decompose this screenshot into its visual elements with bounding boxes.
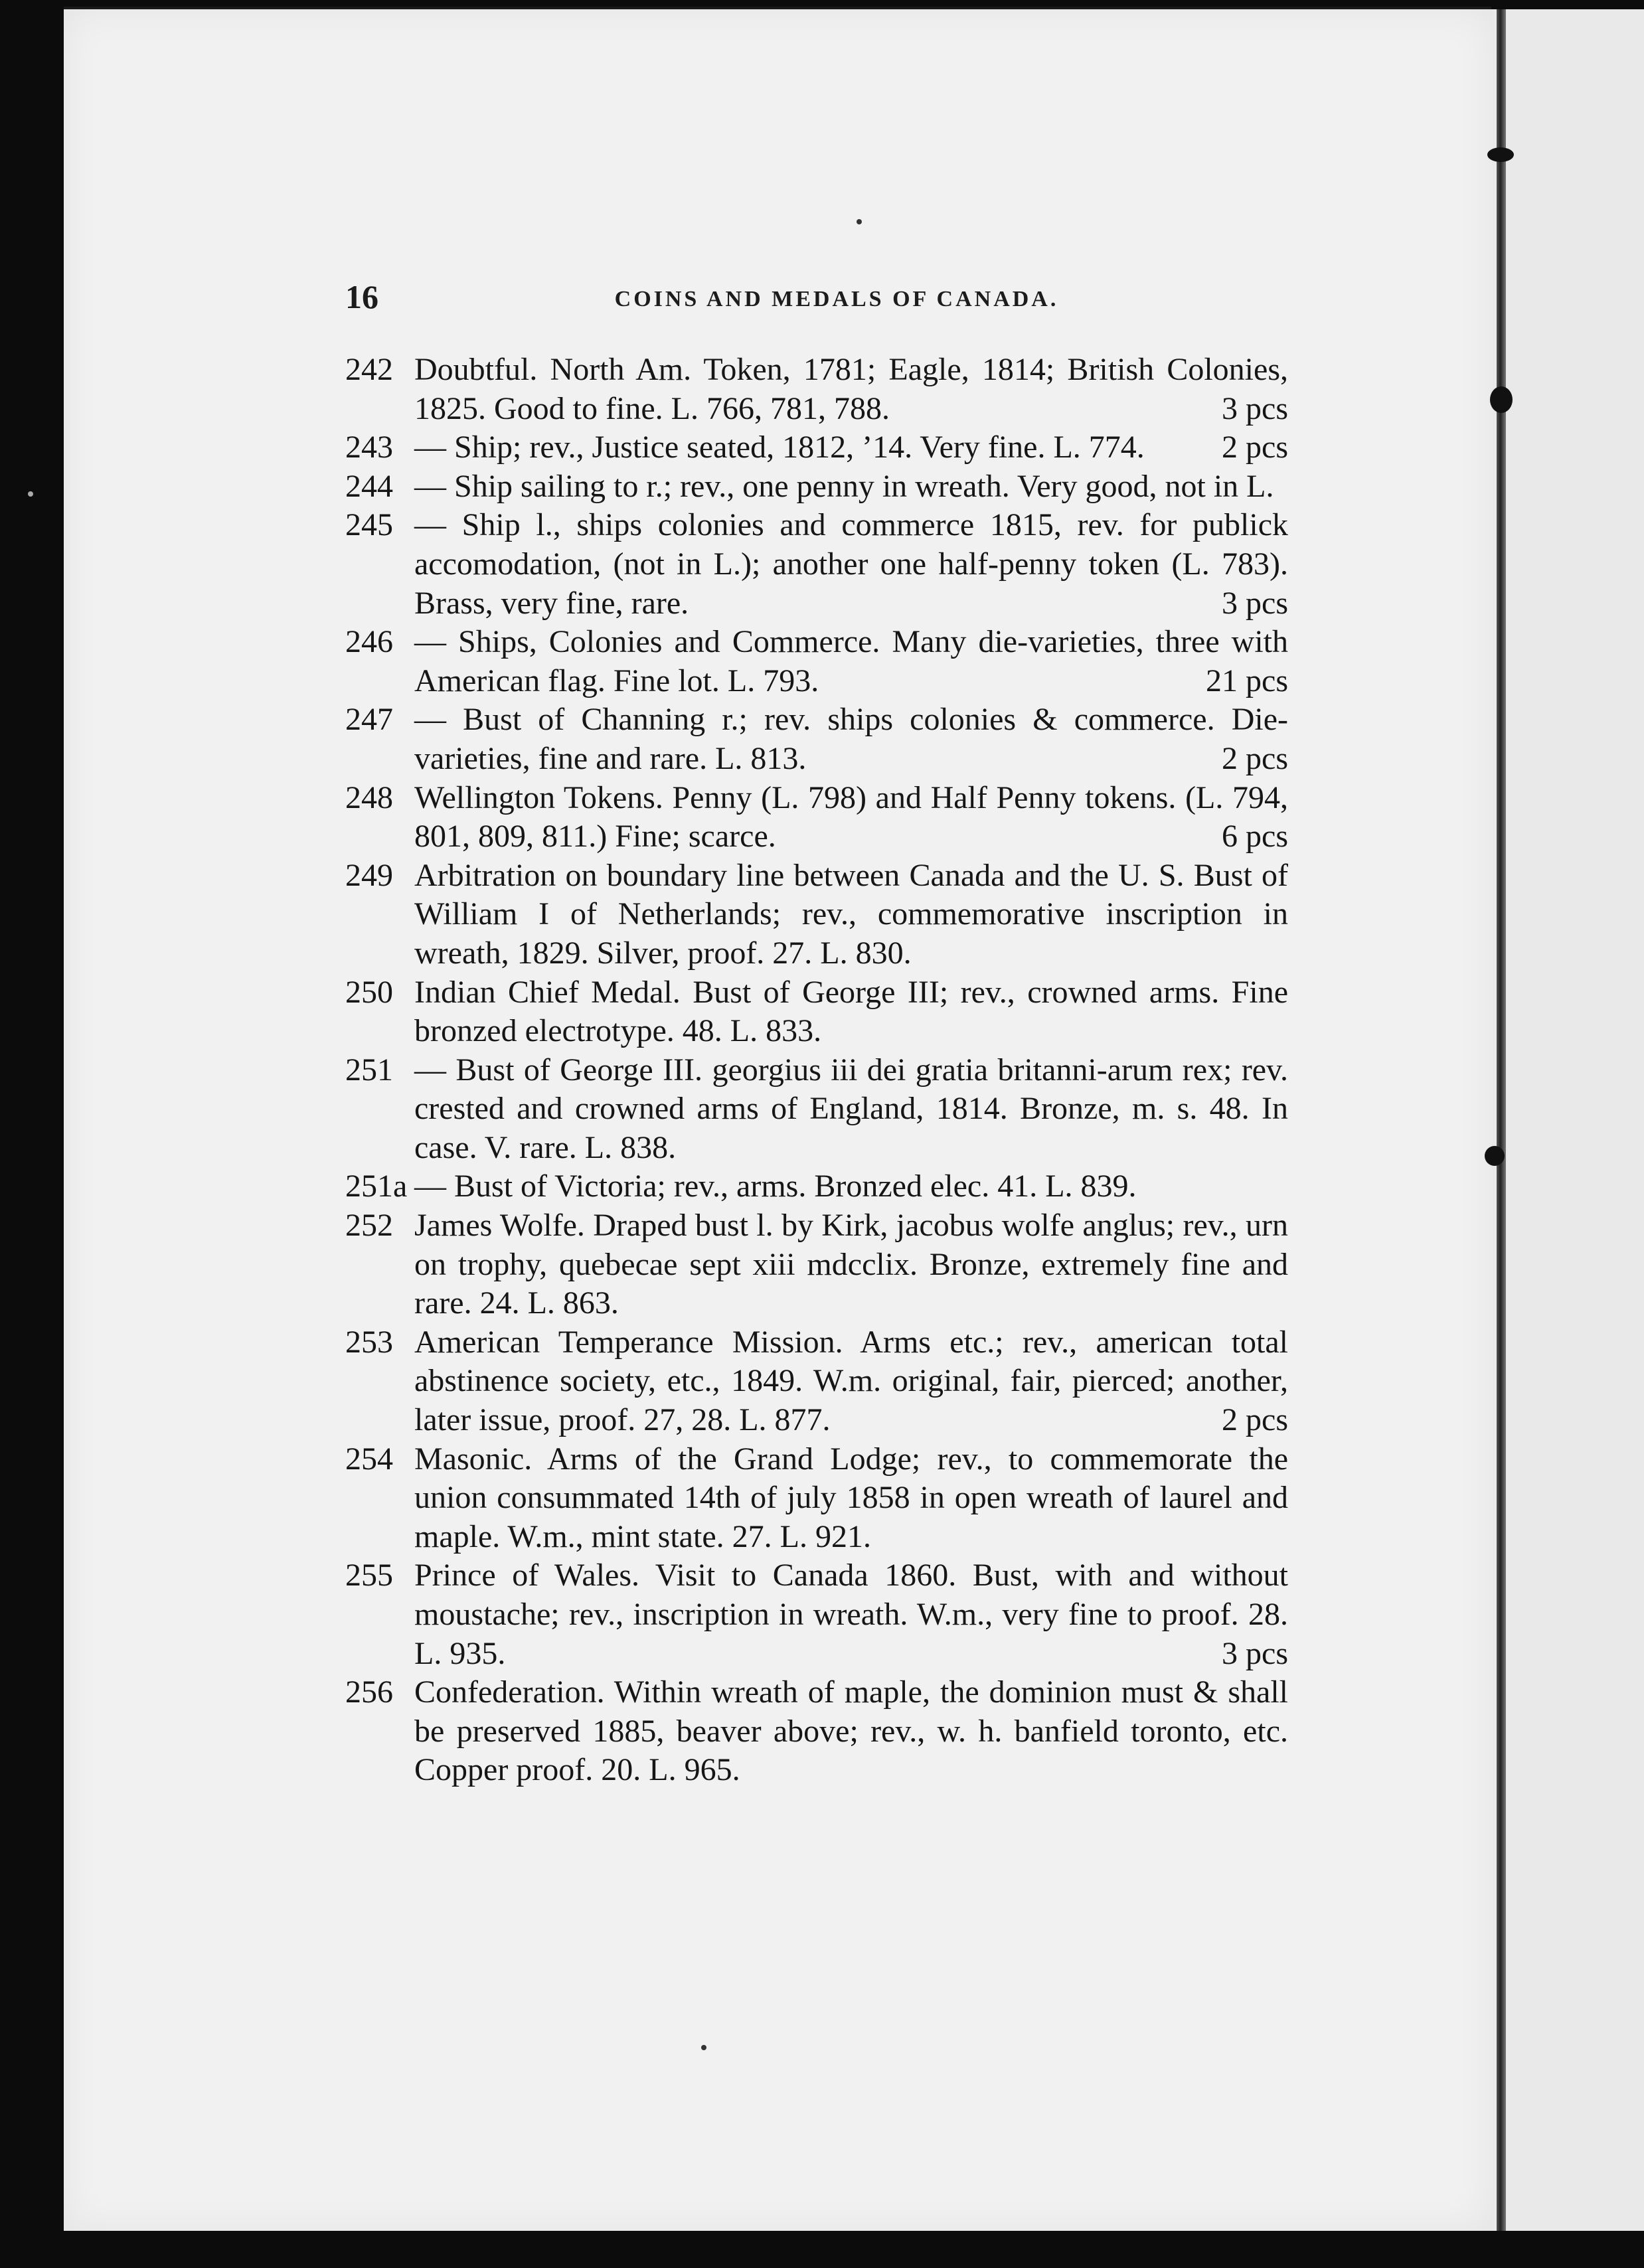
lot-quantity: 2 pcs <box>1222 740 1288 776</box>
lot-number: 250 <box>345 974 393 1010</box>
lot-quantity: 6 pcs <box>1222 819 1288 854</box>
lot-number: 251a <box>345 1169 408 1204</box>
lot-description: — Ship l., ships colonies and commerce 1815, rev. for publick accomodation, (not in L.); another one half-penny token (L. 783). Brass, very fine, rare. <box>414 507 1288 621</box>
lot-number: 255 <box>345 1558 393 1593</box>
lot-number: 249 <box>345 857 393 893</box>
running-title: COINS AND MEDALS OF CANADA. <box>614 287 1059 311</box>
binding-edge <box>1497 9 1506 2231</box>
lot-description: — Bust of Channing r.; rev. ships colonies & commerce. Die-varieties, fine and rare. L. 813. <box>414 702 1288 776</box>
lot-description: James Wolfe. Draped bust l. by Kirk, jacobus wolfe anglus; rev., urn on trophy, quebecae sept xiii mdcclix. Bronze, extremely fine and rare. 24. L. 863. <box>414 1208 1288 1321</box>
page-speck <box>857 219 862 224</box>
lot-description: — Bust of George III. georgius iii dei gratia britanni-arum rex; rev. crested and crowned arms of England, 1814. Bronze, m. s. 48. In case. V. rare. L. 838. <box>414 1052 1288 1165</box>
catalog-entry <box>345 506 1288 623</box>
catalog-entry <box>345 1673 1288 1790</box>
lot-quantity: 3 pcs <box>1222 585 1288 621</box>
lot-number: 244 <box>345 468 393 504</box>
lot-number: 254 <box>345 1441 393 1477</box>
lot-description: Wellington Tokens. Penny (L. 798) and Half Penny tokens. (L. 794, 801, 809, 811.) Fine; scarce. <box>414 779 1288 854</box>
catalog-entry <box>345 428 1288 467</box>
lot-description: — Ship; rev., Justice seated, 1812, ’14. Very fine. L. 774. <box>414 430 1145 465</box>
lot-number: 256 <box>345 1674 393 1710</box>
catalog-entry <box>345 623 1288 700</box>
catalog-entry <box>345 1206 1288 1323</box>
page-speck <box>28 491 33 497</box>
lot-number: 242 <box>345 352 393 387</box>
page-speck <box>701 2045 706 2050</box>
catalog-entries <box>345 351 1288 1790</box>
catalog-entry <box>345 1440 1288 1557</box>
lot-quantity: 21 pcs <box>1206 663 1288 698</box>
lot-number: 245 <box>345 507 393 543</box>
lot-number: 246 <box>345 624 393 660</box>
catalog-entry <box>345 973 1288 1051</box>
catalog-entry <box>345 700 1288 778</box>
page-header <box>345 278 1288 317</box>
lot-description: Doubtful. North Am. Token, 1781; Eagle, 1814; British Colonies, 1825. Good to fine. L. 766, 781, 788. <box>414 352 1288 426</box>
catalog-entry <box>345 779 1288 856</box>
lot-description: Indian Chief Medal. Bust of George III; rev., crowned arms. Fine bronzed electrotype. 48. L. 833. <box>414 974 1288 1049</box>
lot-description: Confederation. Within wreath of maple, the dominion must & shall be preserved 1885, beaver above; rev., w. h. banfield toronto, etc. Copper proof. 20. L. 965. <box>414 1674 1288 1788</box>
next-page-edge <box>1493 9 1644 2231</box>
lot-quantity: 2 pcs <box>1222 1402 1288 1438</box>
lot-description: Arbitration on boundary line between Canada and the U. S. Bust of William I of Netherlands; rev., commemorative inscription in wreath, 1829. Silver, proof. 27. L. 830. <box>414 857 1288 971</box>
lot-number: 243 <box>345 430 393 465</box>
catalog-entry <box>345 1556 1288 1673</box>
page-number: 16 <box>345 278 378 315</box>
lot-quantity: 3 pcs <box>1222 1635 1288 1671</box>
lot-number: 247 <box>345 702 393 738</box>
lot-quantity: 2 pcs <box>1222 430 1288 465</box>
lot-number: 248 <box>345 779 393 815</box>
catalog-entry <box>345 1051 1288 1168</box>
lot-description: — Ships, Colonies and Commerce. Many die-varieties, three with American flag. Fine lot. L. 793. <box>414 624 1288 698</box>
lot-number: 251 <box>345 1052 393 1088</box>
catalog-entry <box>345 856 1288 973</box>
lot-description: American Temperance Mission. Arms etc.; rev., american total abstinence society, etc., 1849. W.m. original, fair, pierced; another, later issue, proof. 27, 28. L. 877. <box>414 1324 1288 1438</box>
lot-description: Prince of Wales. Visit to Canada 1860. Bust, with and without moustache; rev., inscription in wreath. W.m., very fine to proof. 28. L. 935. <box>414 1558 1288 1671</box>
lot-description: — Ship sailing to r.; rev., one penny in wreath. Very good, not in L. <box>414 468 1274 504</box>
binding-mark <box>1487 147 1514 162</box>
lot-number: 253 <box>345 1324 393 1360</box>
binding-mark <box>1490 386 1513 413</box>
binding-mark <box>1485 1146 1505 1166</box>
catalog-entry <box>345 1167 1288 1206</box>
catalog-entry <box>345 467 1288 507</box>
lot-number: 252 <box>345 1208 393 1244</box>
lot-description: Masonic. Arms of the Grand Lodge; rev., to commemorate the union consummated 14th of july 1858 in open wreath of laurel and maple. W.m., mint state. 27. L. 921. <box>414 1441 1288 1554</box>
catalog-entry <box>345 351 1288 428</box>
bottom-border <box>0 2231 1644 2268</box>
catalog-entry <box>345 1323 1288 1440</box>
lot-description: — Bust of Victoria; rev., arms. Bronzed elec. 41. L. 839. <box>414 1169 1137 1204</box>
lot-quantity: 3 pcs <box>1222 390 1288 426</box>
